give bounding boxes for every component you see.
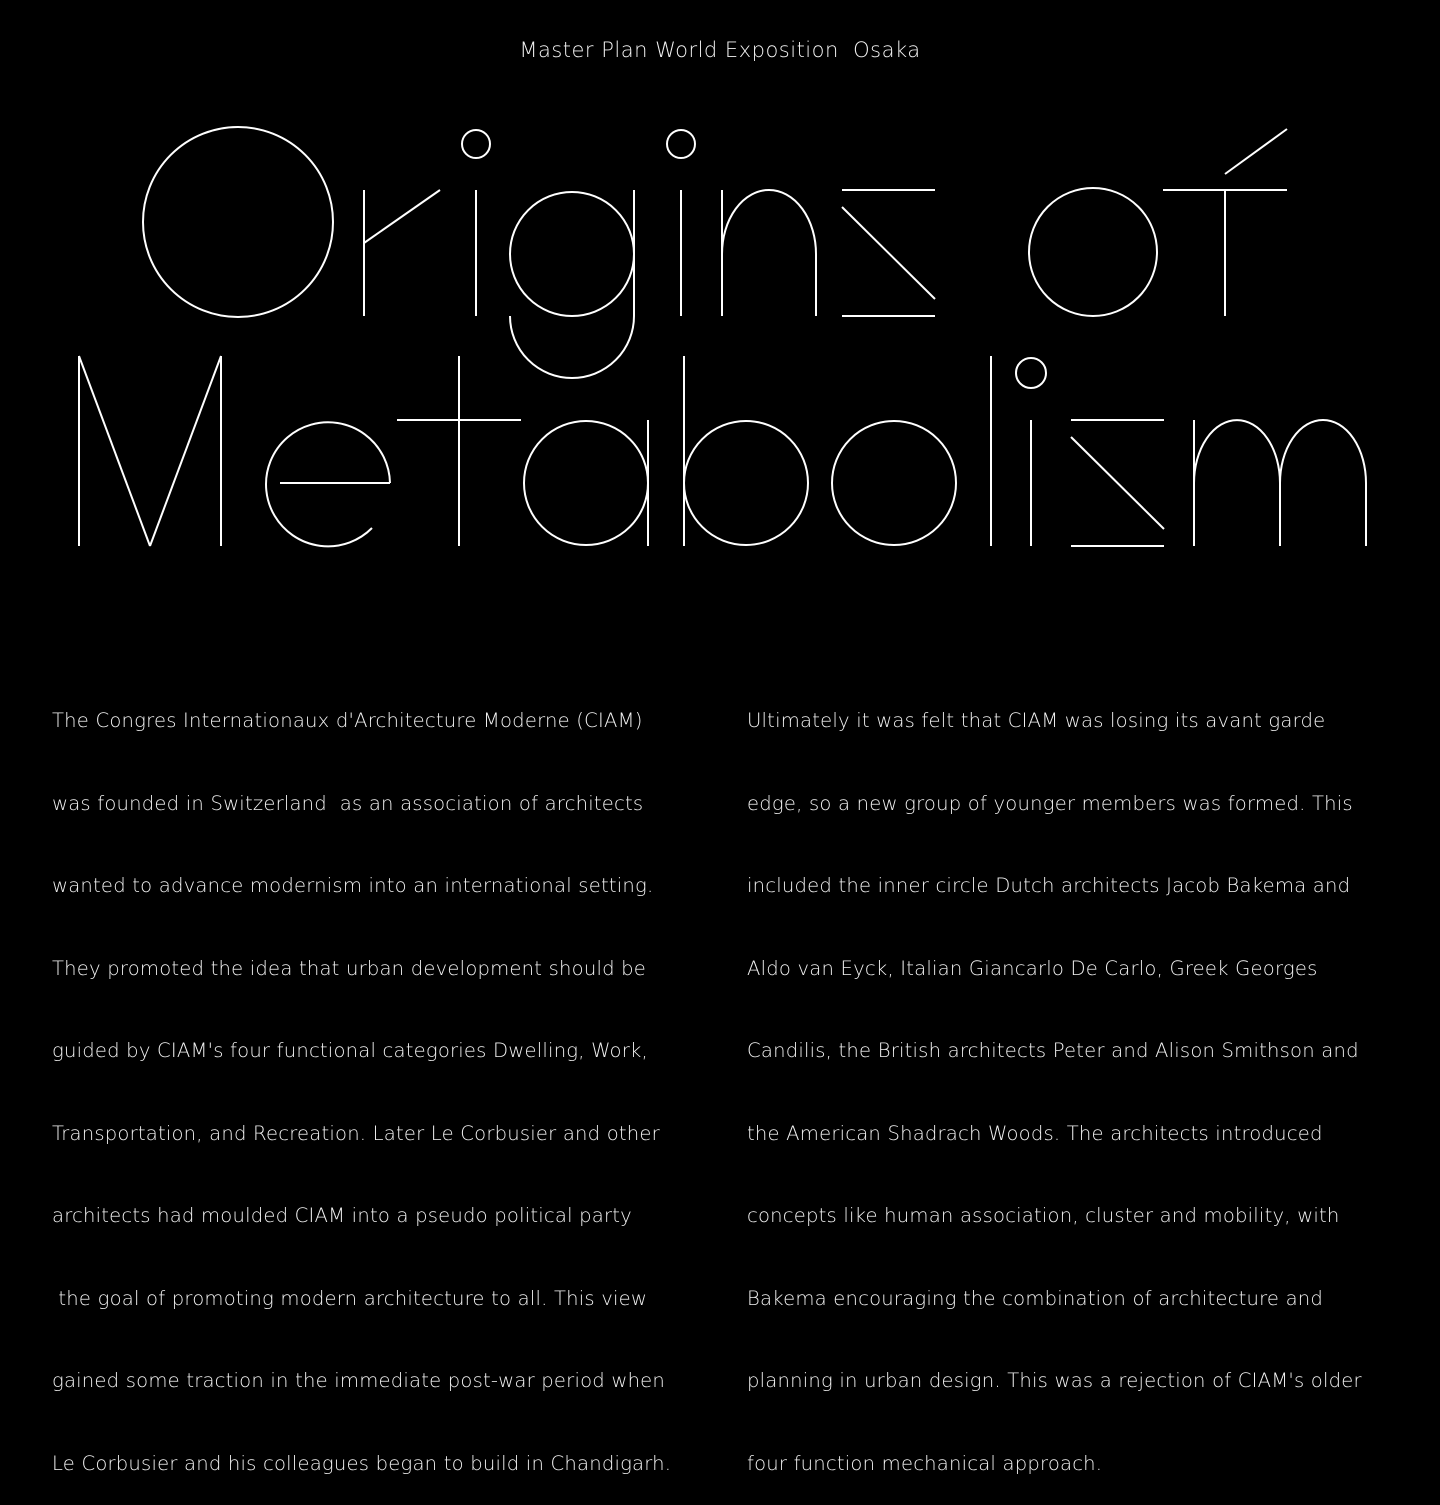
text-line: Ultimately it was felt that CIAM was losing its avant garde	[747, 709, 1326, 732]
article-column-right	[747, 652, 1417, 1505]
glyph-n	[722, 190, 816, 316]
glyph-o	[1029, 188, 1157, 316]
glyph-g	[510, 190, 634, 378]
text-line: architects had moulded CIAM into a pseudo political party	[52, 1204, 632, 1227]
text-line: planning in urban design. This was a rejection of CIAM's older	[747, 1369, 1362, 1392]
text-line: was founded in Switzerland as an association of architects	[52, 791, 644, 815]
glyph-i-1	[462, 130, 490, 316]
text-line: They promoted the idea that urban development should be	[52, 956, 647, 980]
text-line: wanted to advance modernism into an international setting.	[52, 874, 654, 897]
text-line: four function mechanical approach.	[747, 1451, 1103, 1475]
headline-lettering	[0, 0, 1440, 620]
glyph-s	[842, 190, 935, 316]
glyph-r	[364, 190, 440, 316]
text-line: Candilis, the British architects Peter and Alison Smithson and	[747, 1039, 1359, 1062]
glyph-b	[684, 356, 808, 546]
text-line: Bakema encouraging the combination of architecture and	[747, 1286, 1324, 1310]
glyph-M	[79, 356, 221, 546]
text-line: the American Shadrach Woods. The architects introduced	[747, 1121, 1323, 1145]
text-line: The Congres Internationaux d'Architecture Moderne (CIAM)	[52, 709, 643, 732]
glyph-a	[524, 420, 648, 546]
glyph-o-2	[832, 421, 956, 545]
glyph-f	[1163, 129, 1287, 316]
text-line: gained some traction in the immediate post-war period when	[52, 1369, 666, 1392]
glyph-s-2	[1071, 420, 1164, 546]
text-line: Transportation, and Recreation. Later Le Corbusier and other	[52, 1121, 660, 1145]
headline	[0, 0, 1440, 620]
text-line: the goal of promoting modern architecture to all. This view	[52, 1286, 648, 1310]
text-line: guided by CIAM's four functional categories Dwelling, Work,	[52, 1039, 648, 1062]
glyph-t	[397, 356, 521, 546]
glyph-i-2	[667, 130, 695, 316]
text-line: included the inner circle Dutch architects Jacob Bakema and	[747, 874, 1351, 897]
text-line: Le Corbusier and his colleagues began to build in Chandigarh.	[52, 1451, 672, 1475]
glyph-O	[143, 127, 333, 317]
article-column-left	[52, 652, 722, 1505]
eyebrow-title: Master Plan World Exposition Osaka	[519, 38, 921, 62]
text-line: edge, so a new group of younger members was formed. This	[747, 791, 1353, 815]
glyph-e	[266, 422, 390, 546]
text-line: Aldo van Eyck, Italian Giancarlo De Carlo, Greek Georges	[747, 956, 1318, 980]
glyph-i-3	[1016, 358, 1046, 546]
glyph-m	[1194, 420, 1366, 546]
text-line: concepts like human association, cluster and mobility, with	[747, 1204, 1340, 1227]
